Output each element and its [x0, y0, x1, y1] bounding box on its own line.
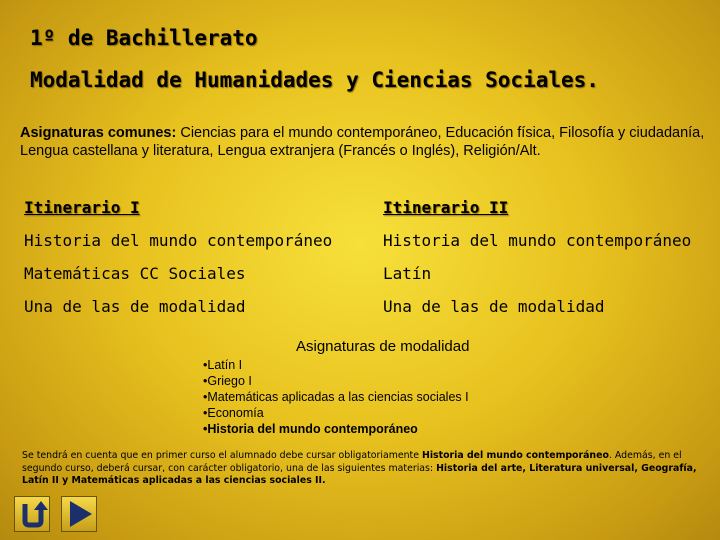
list-item: •Griego I [203, 374, 252, 388]
next-button[interactable] [61, 496, 97, 532]
itinerary-2-item: Una de las de modalidad [383, 297, 605, 316]
itinerary-2-title: Itinerario II [383, 198, 509, 217]
modality-title: Modalidad de Humanidades y Ciencias Sociales. [30, 68, 599, 92]
footnote [22, 450, 712, 488]
list-item-bold: •Historia del mundo contemporáneo [203, 422, 418, 436]
common-subjects-label: Asignaturas comunes: [20, 125, 177, 141]
footnote-bold-2: Historia del arte, Literatura universal, Geografía, Latín II y Matemáticas aplicadas a las ciencias sociales II. [22, 462, 697, 486]
itinerary-1-item: Una de las de modalidad [24, 297, 246, 316]
footnote-text-2: . Además, en el segundo curso, deberá cursar, con carácter obligatorio, una de las siguientes materias: [22, 450, 682, 474]
course-title: 1º de Bachillerato [30, 26, 258, 50]
itinerary-2-item: Historia del mundo contemporáneo [383, 231, 692, 250]
modality-subjects-title: Asignaturas de modalidad [296, 338, 470, 355]
list-item: •Latín I [203, 358, 243, 372]
footnote-text-1: Se tendrá en cuenta que en primer curso el alumnado debe cursar obligatoriamente [22, 450, 422, 461]
return-arrow-icon [15, 497, 49, 531]
list-item: •Economía [203, 406, 264, 420]
modality-subjects-list [203, 357, 469, 437]
common-subjects-text: Ciencias para el mundo contemporáneo, Educación física, Filosofía y ciudadanía, Lengua castellana y literatura, Lengua extranjera (Francés o Inglés), Religión/Alt. [20, 125, 705, 159]
itinerary-1-item: Matemáticas CC Sociales [24, 264, 246, 283]
itinerary-2 [383, 199, 691, 331]
list-item [203, 421, 469, 437]
play-triangle-icon [62, 497, 96, 531]
itinerary-1-item: Historia del mundo contemporáneo [24, 231, 333, 250]
list-item: •Matemáticas aplicadas a las ciencias sociales I [203, 390, 469, 404]
itinerary-2-item: Latín [383, 264, 432, 283]
back-button[interactable] [14, 496, 50, 532]
itinerary-1 [24, 199, 332, 331]
footnote-bold-1: Historia del mundo contemporáneo [421, 450, 609, 461]
itinerary-1-title: Itinerario I [24, 198, 140, 217]
common-subjects [20, 124, 710, 160]
